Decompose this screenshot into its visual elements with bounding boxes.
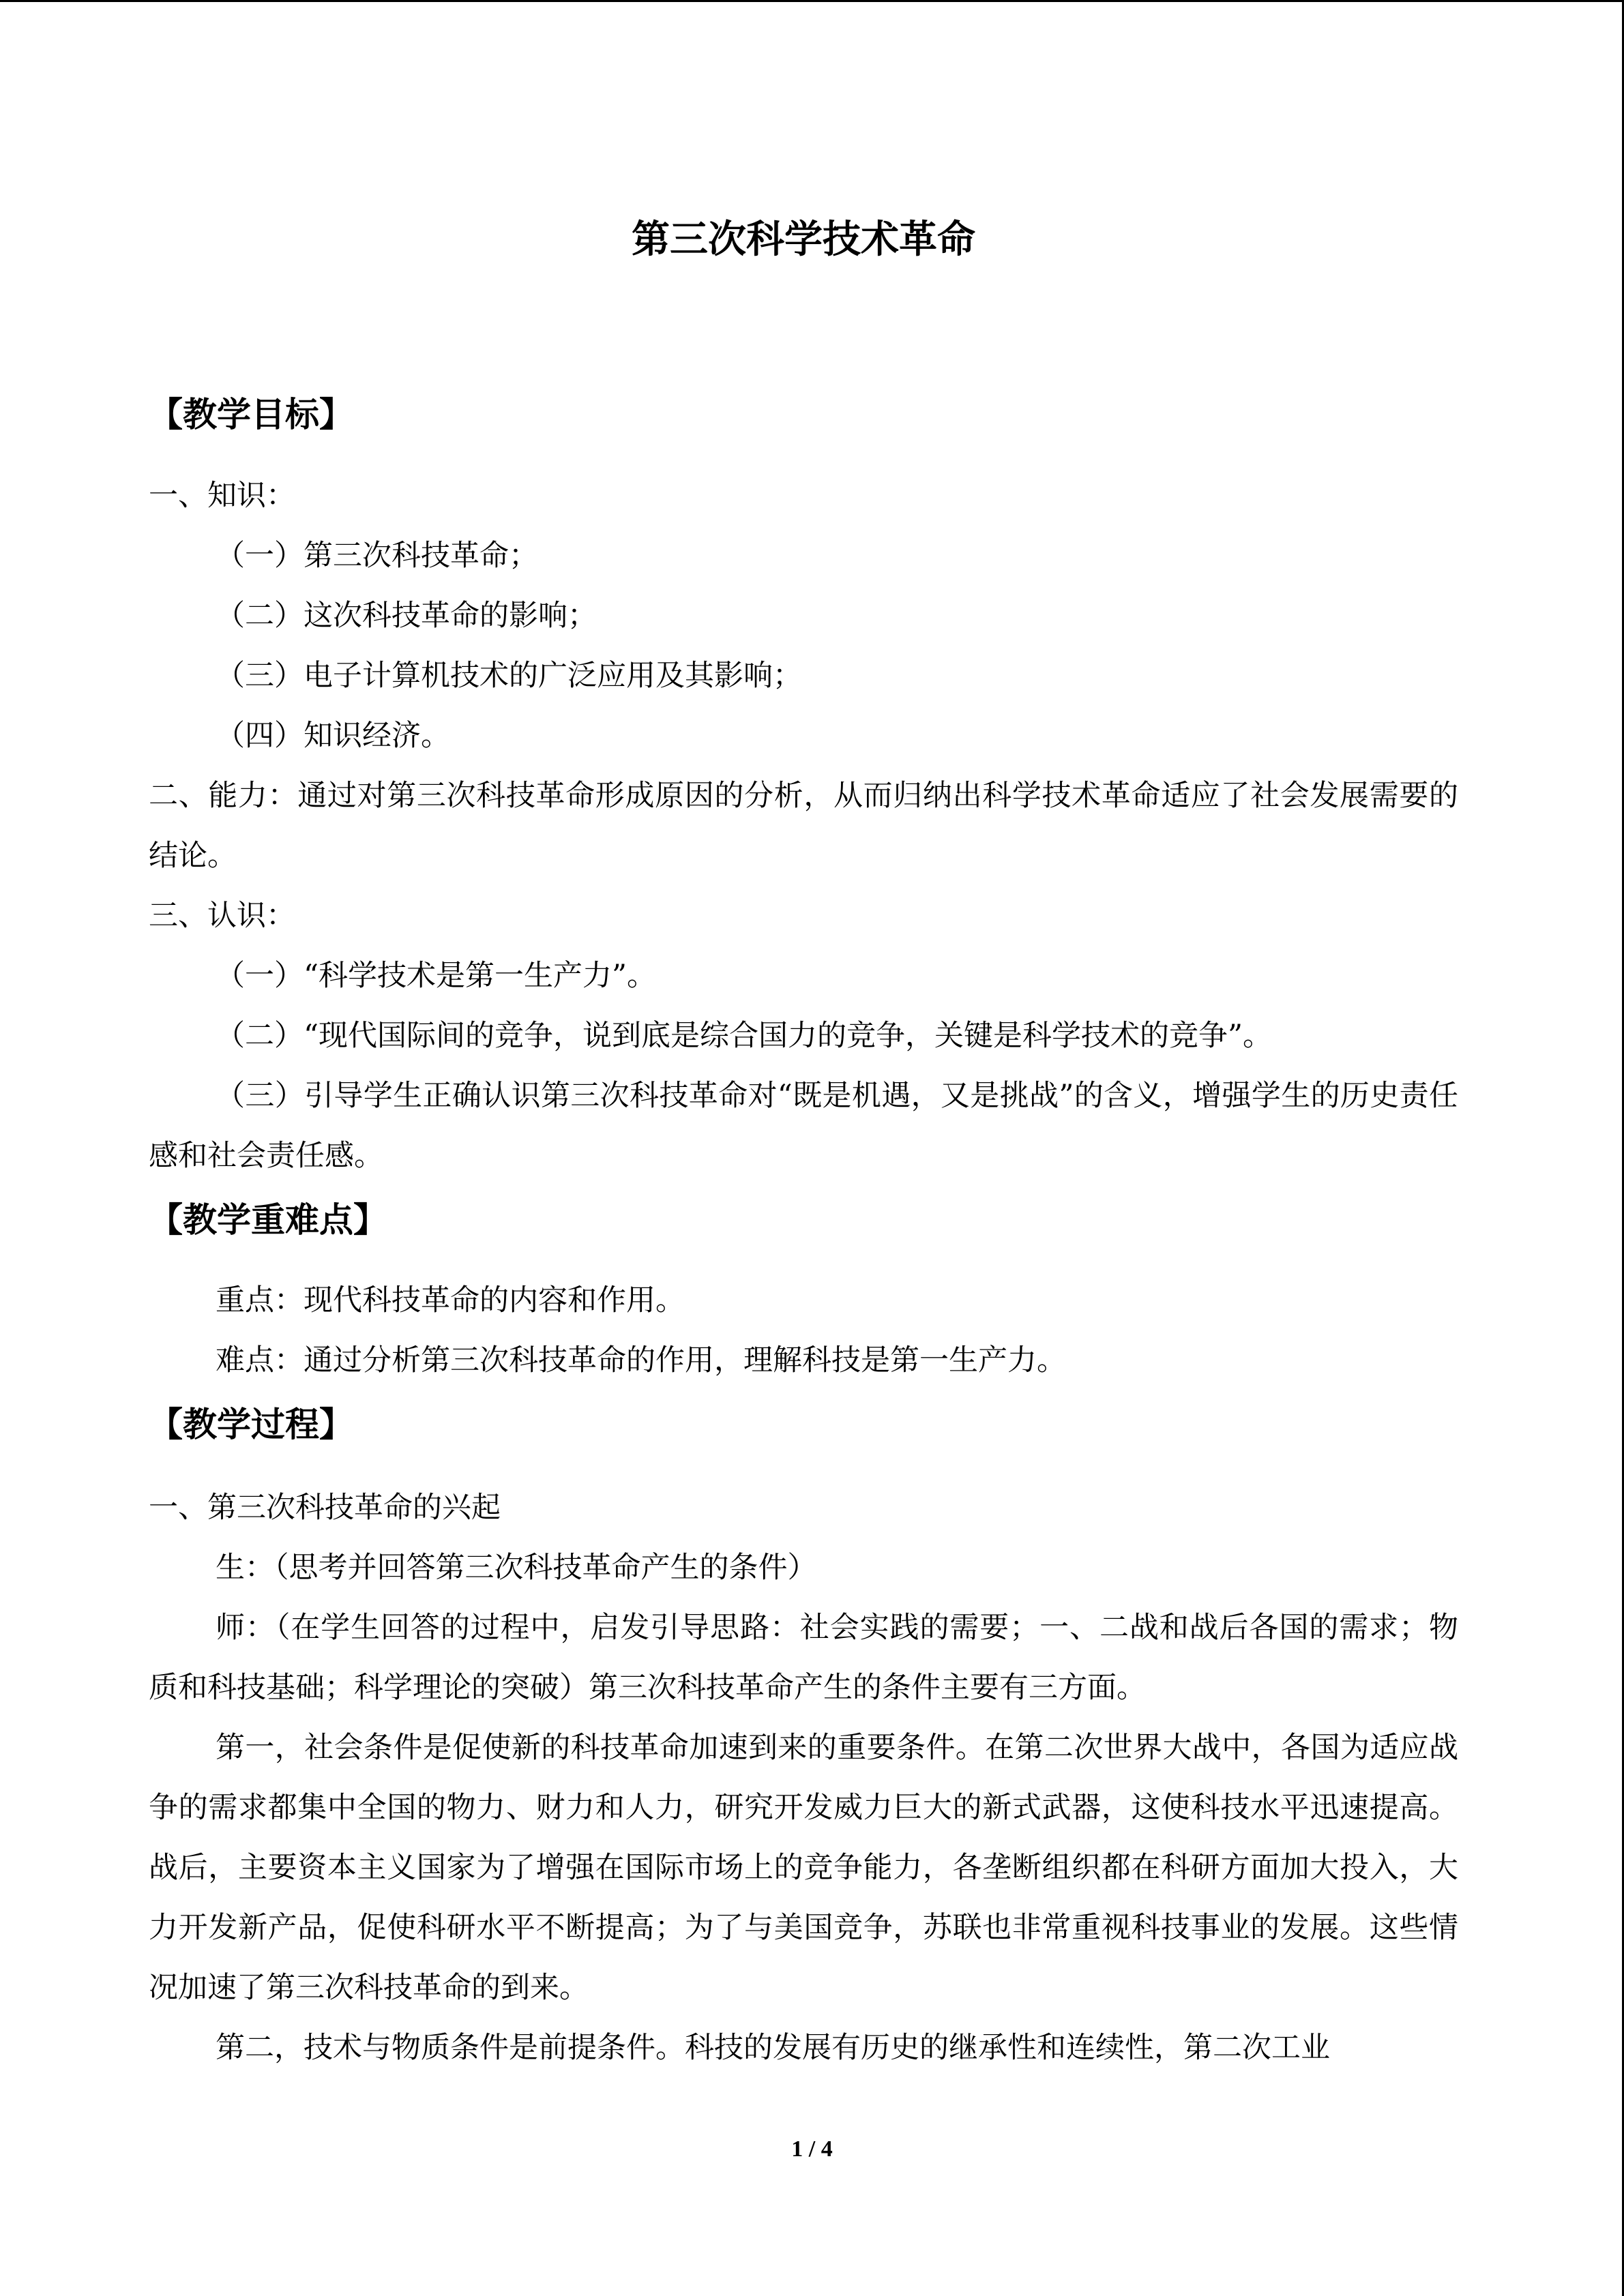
section-heading-objectives: 【教学目标】 (149, 395, 353, 434)
document-title: 第三次科学技术革命 (632, 218, 975, 262)
difficult-point: 难点：通过分析第三次科技革命的作用，理解科技是第一生产力。 (216, 1343, 1066, 1377)
process-subheading: 一、第三次科技革命的兴起 (149, 1491, 501, 1525)
ability-paragraph: 二、能力：通过对第三次科技革命形成原因的分析，从而归纳出科学技术革命适应了社会发展需要的结论。 (149, 779, 1458, 873)
page-number: 1 / 4 (791, 2136, 833, 2162)
key-point: 重点：现代科技革命的内容和作用。 (216, 1283, 685, 1317)
second-condition-paragraph: 第二，技术与物质条件是前提条件。科技的发展有历史的继承性和连续性，第二次工业 (216, 2031, 1330, 2065)
cognition-item: （一）“科学技术是第一生产力”。 (216, 959, 656, 993)
first-condition-paragraph: 第一，社会条件是促使新的科技革命加速到来的重要条件。在第二次世界大战中，各国为适应战争的需求都集中全国的物力、财力和人力，研究开发威力巨大的新式武器，这使科技水平迅速提高。战后，主要资本主义国家为了增强在国际市场上的竞争能力，各垄断组织都在科研方面加大投入，大力开发新产品，促使科研水平不断提高；为了与美国竞争，苏联也非常重视科技事业的发展。这些情况加速了第三次科技革命的到来。 (149, 1731, 1458, 2005)
knowledge-item: （四）知识经济。 (216, 719, 450, 753)
section-heading-process: 【教学过程】 (149, 1405, 353, 1444)
cognition-item: （二）“现代国际间的竞争，说到底是综合国力的竞争，关键是科学技术的竞争”。 (216, 1019, 1272, 1053)
cognition-item: （三）引导学生正确认识第三次科技革命对“既是机遇，又是挑战”的含义，增强学生的历史责任感和社会责任感。 (149, 1079, 1458, 1173)
knowledge-item: （一）第三次科技革命； (216, 539, 538, 573)
cognition-label: 三、认识： (149, 899, 295, 933)
teacher-paragraph: 师：（在学生回答的过程中，启发引导思路：社会实践的需要；一、二战和战后各国的需求；物质和科技基础；科学理论的突破）第三次科技革命产生的条件主要有三方面。 (149, 1611, 1458, 1705)
knowledge-item: （三）电子计算机技术的广泛应用及其影响； (216, 659, 802, 693)
knowledge-item: （二）这次科技革命的影响； (216, 599, 597, 633)
knowledge-label: 一、知识： (149, 479, 295, 513)
section-heading-key-points: 【教学重难点】 (149, 1200, 387, 1240)
student-line: 生：（思考并回答第三次科技革命产生的条件） (216, 1551, 817, 1585)
